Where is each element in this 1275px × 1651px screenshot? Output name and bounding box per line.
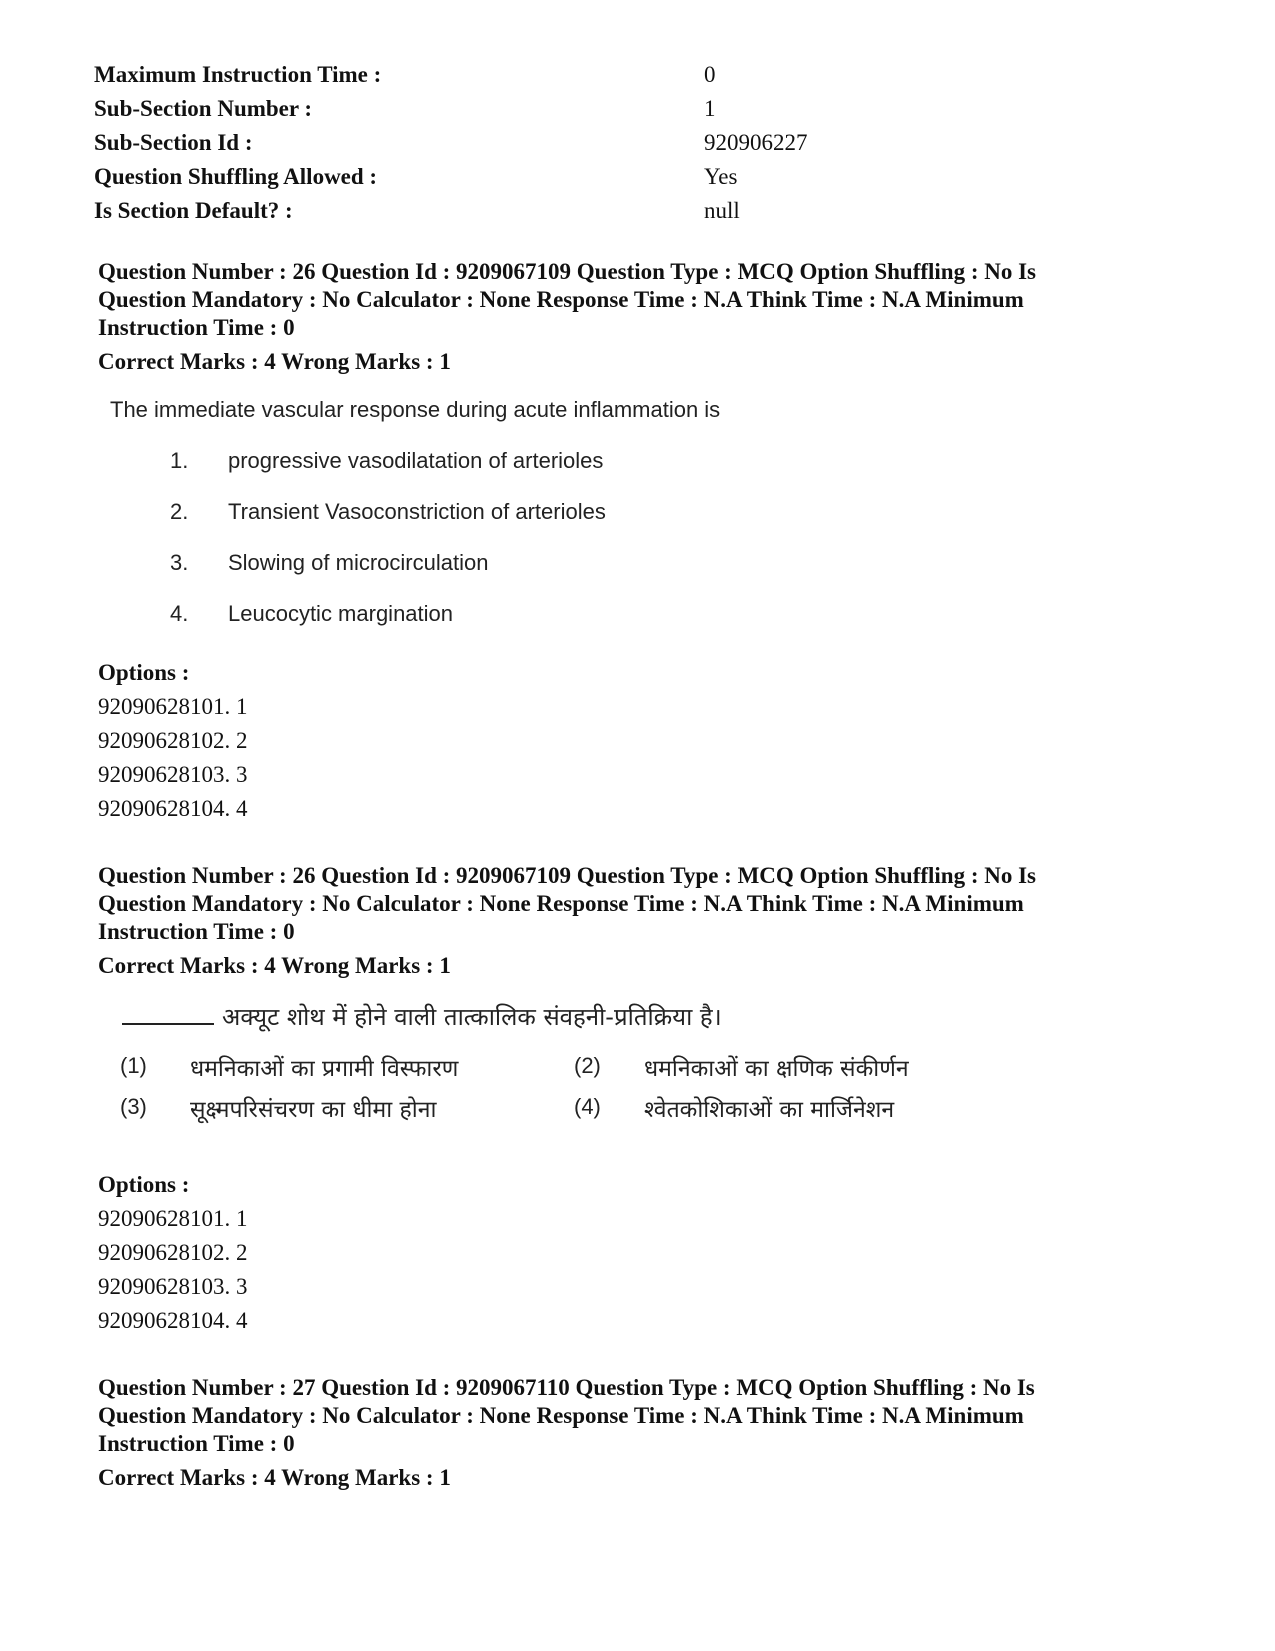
choice-text: श्वेतकोशिकाओं का मार्जिनेशन: [644, 1097, 895, 1123]
question-meta-line: Question Number : 26 Question Id : 9209067109 Question Type : MCQ Option Shuffling : No Is: [98, 259, 1037, 284]
option-id-line: 92090628103. 3: [98, 1274, 248, 1299]
options-title: Options :: [98, 1172, 190, 1197]
info-value: 920906227: [704, 130, 808, 155]
question-meta-line: Question Number : 27 Question Id : 9209067110 Question Type : MCQ Option Shuffling : No Is: [98, 1375, 1035, 1400]
choice-number: 4.: [170, 601, 189, 626]
choice-item: [170, 448, 770, 476]
info-label: Question Shuffling Allowed :: [94, 164, 378, 189]
choice-number: (2): [574, 1053, 601, 1078]
options-title: Options :: [98, 660, 190, 685]
choice-number: (3): [120, 1094, 147, 1119]
choice-number: 3.: [170, 550, 189, 575]
choice-text: सूक्ष्मपरिसंचरण का धीमा होना: [190, 1097, 437, 1123]
choice-number: (4): [574, 1094, 601, 1119]
question-meta-line: Question Number : 26 Question Id : 9209067109 Question Type : MCQ Option Shuffling : No Is: [98, 863, 1037, 888]
question-header-q26-en: [98, 258, 1138, 376]
choice-number: 1.: [170, 448, 189, 473]
choice-text: धमनिकाओं का क्षणिक संकीर्णन: [644, 1056, 909, 1082]
info-value: 0: [704, 62, 716, 87]
info-label: Maximum Instruction Time :: [94, 62, 382, 87]
question-meta-line: Question Mandatory : No Calculator : None Response Time : N.A Think Time : N.A Minimum: [98, 891, 1024, 916]
option-id-line: 92090628104. 4: [98, 1308, 248, 1333]
info-label: Is Section Default? :: [94, 198, 293, 223]
choice-item: [170, 601, 770, 629]
question-meta-line: Instruction Time : 0: [98, 1431, 295, 1456]
choice-number: (1): [120, 1053, 147, 1078]
choice-item: [574, 1092, 1014, 1124]
info-value: null: [704, 198, 740, 223]
info-label: Sub-Section Number :: [94, 96, 313, 121]
info-value: Yes: [704, 164, 738, 189]
option-id-line: 92090628101. 1: [98, 694, 248, 719]
question-marks: Correct Marks : 4 Wrong Marks : 1: [98, 953, 451, 978]
option-id-line: 92090628103. 3: [98, 762, 248, 787]
question-meta-line: Instruction Time : 0: [98, 315, 295, 340]
question-marks: Correct Marks : 4 Wrong Marks : 1: [98, 1465, 451, 1490]
info-label: Sub-Section Id :: [94, 130, 253, 155]
option-id-line: 92090628102. 2: [98, 728, 248, 753]
option-id-line: 92090628104. 4: [98, 796, 248, 821]
question-stem: [122, 1000, 722, 1033]
question-header-q27: [98, 1374, 1138, 1492]
options-list: [98, 1168, 248, 1338]
option-id-line: 92090628101. 1: [98, 1206, 248, 1231]
choice-item: [170, 550, 770, 578]
choice-number: 2.: [170, 499, 189, 524]
choice-text: Slowing of microcirculation: [228, 550, 489, 575]
choice-item: [120, 1092, 560, 1124]
option-id-line: 92090628102. 2: [98, 1240, 248, 1265]
question-stem-text: अक्यूट शोथ में होने वाली तात्कालिक संवहनी-प्रतिक्रिया है।: [222, 1003, 722, 1031]
question-meta-line: Instruction Time : 0: [98, 919, 295, 944]
question-meta-line: Question Mandatory : No Calculator : None Response Time : N.A Think Time : N.A Minimum: [98, 1403, 1024, 1428]
question-stem: The immediate vascular response during acute inflammation is: [110, 397, 721, 422]
choice-item: [574, 1051, 1014, 1083]
fill-in-blank: [122, 1005, 214, 1025]
question-marks: Correct Marks : 4 Wrong Marks : 1: [98, 349, 451, 374]
choice-item: [120, 1051, 560, 1083]
choice-text: Transient Vasoconstriction of arterioles: [228, 499, 606, 524]
info-value: 1: [704, 96, 716, 121]
choice-text: धमनिकाओं का प्रगामी विस्फारण: [190, 1056, 459, 1082]
question-header-q26-hi: [98, 862, 1138, 980]
choice-text: Leucocytic margination: [228, 601, 454, 626]
choice-item: [170, 499, 770, 527]
choice-text: progressive vasodilatation of arterioles: [228, 448, 604, 473]
options-list: [98, 656, 248, 826]
question-meta-line: Question Mandatory : No Calculator : None Response Time : N.A Think Time : N.A Minimum: [98, 287, 1024, 312]
